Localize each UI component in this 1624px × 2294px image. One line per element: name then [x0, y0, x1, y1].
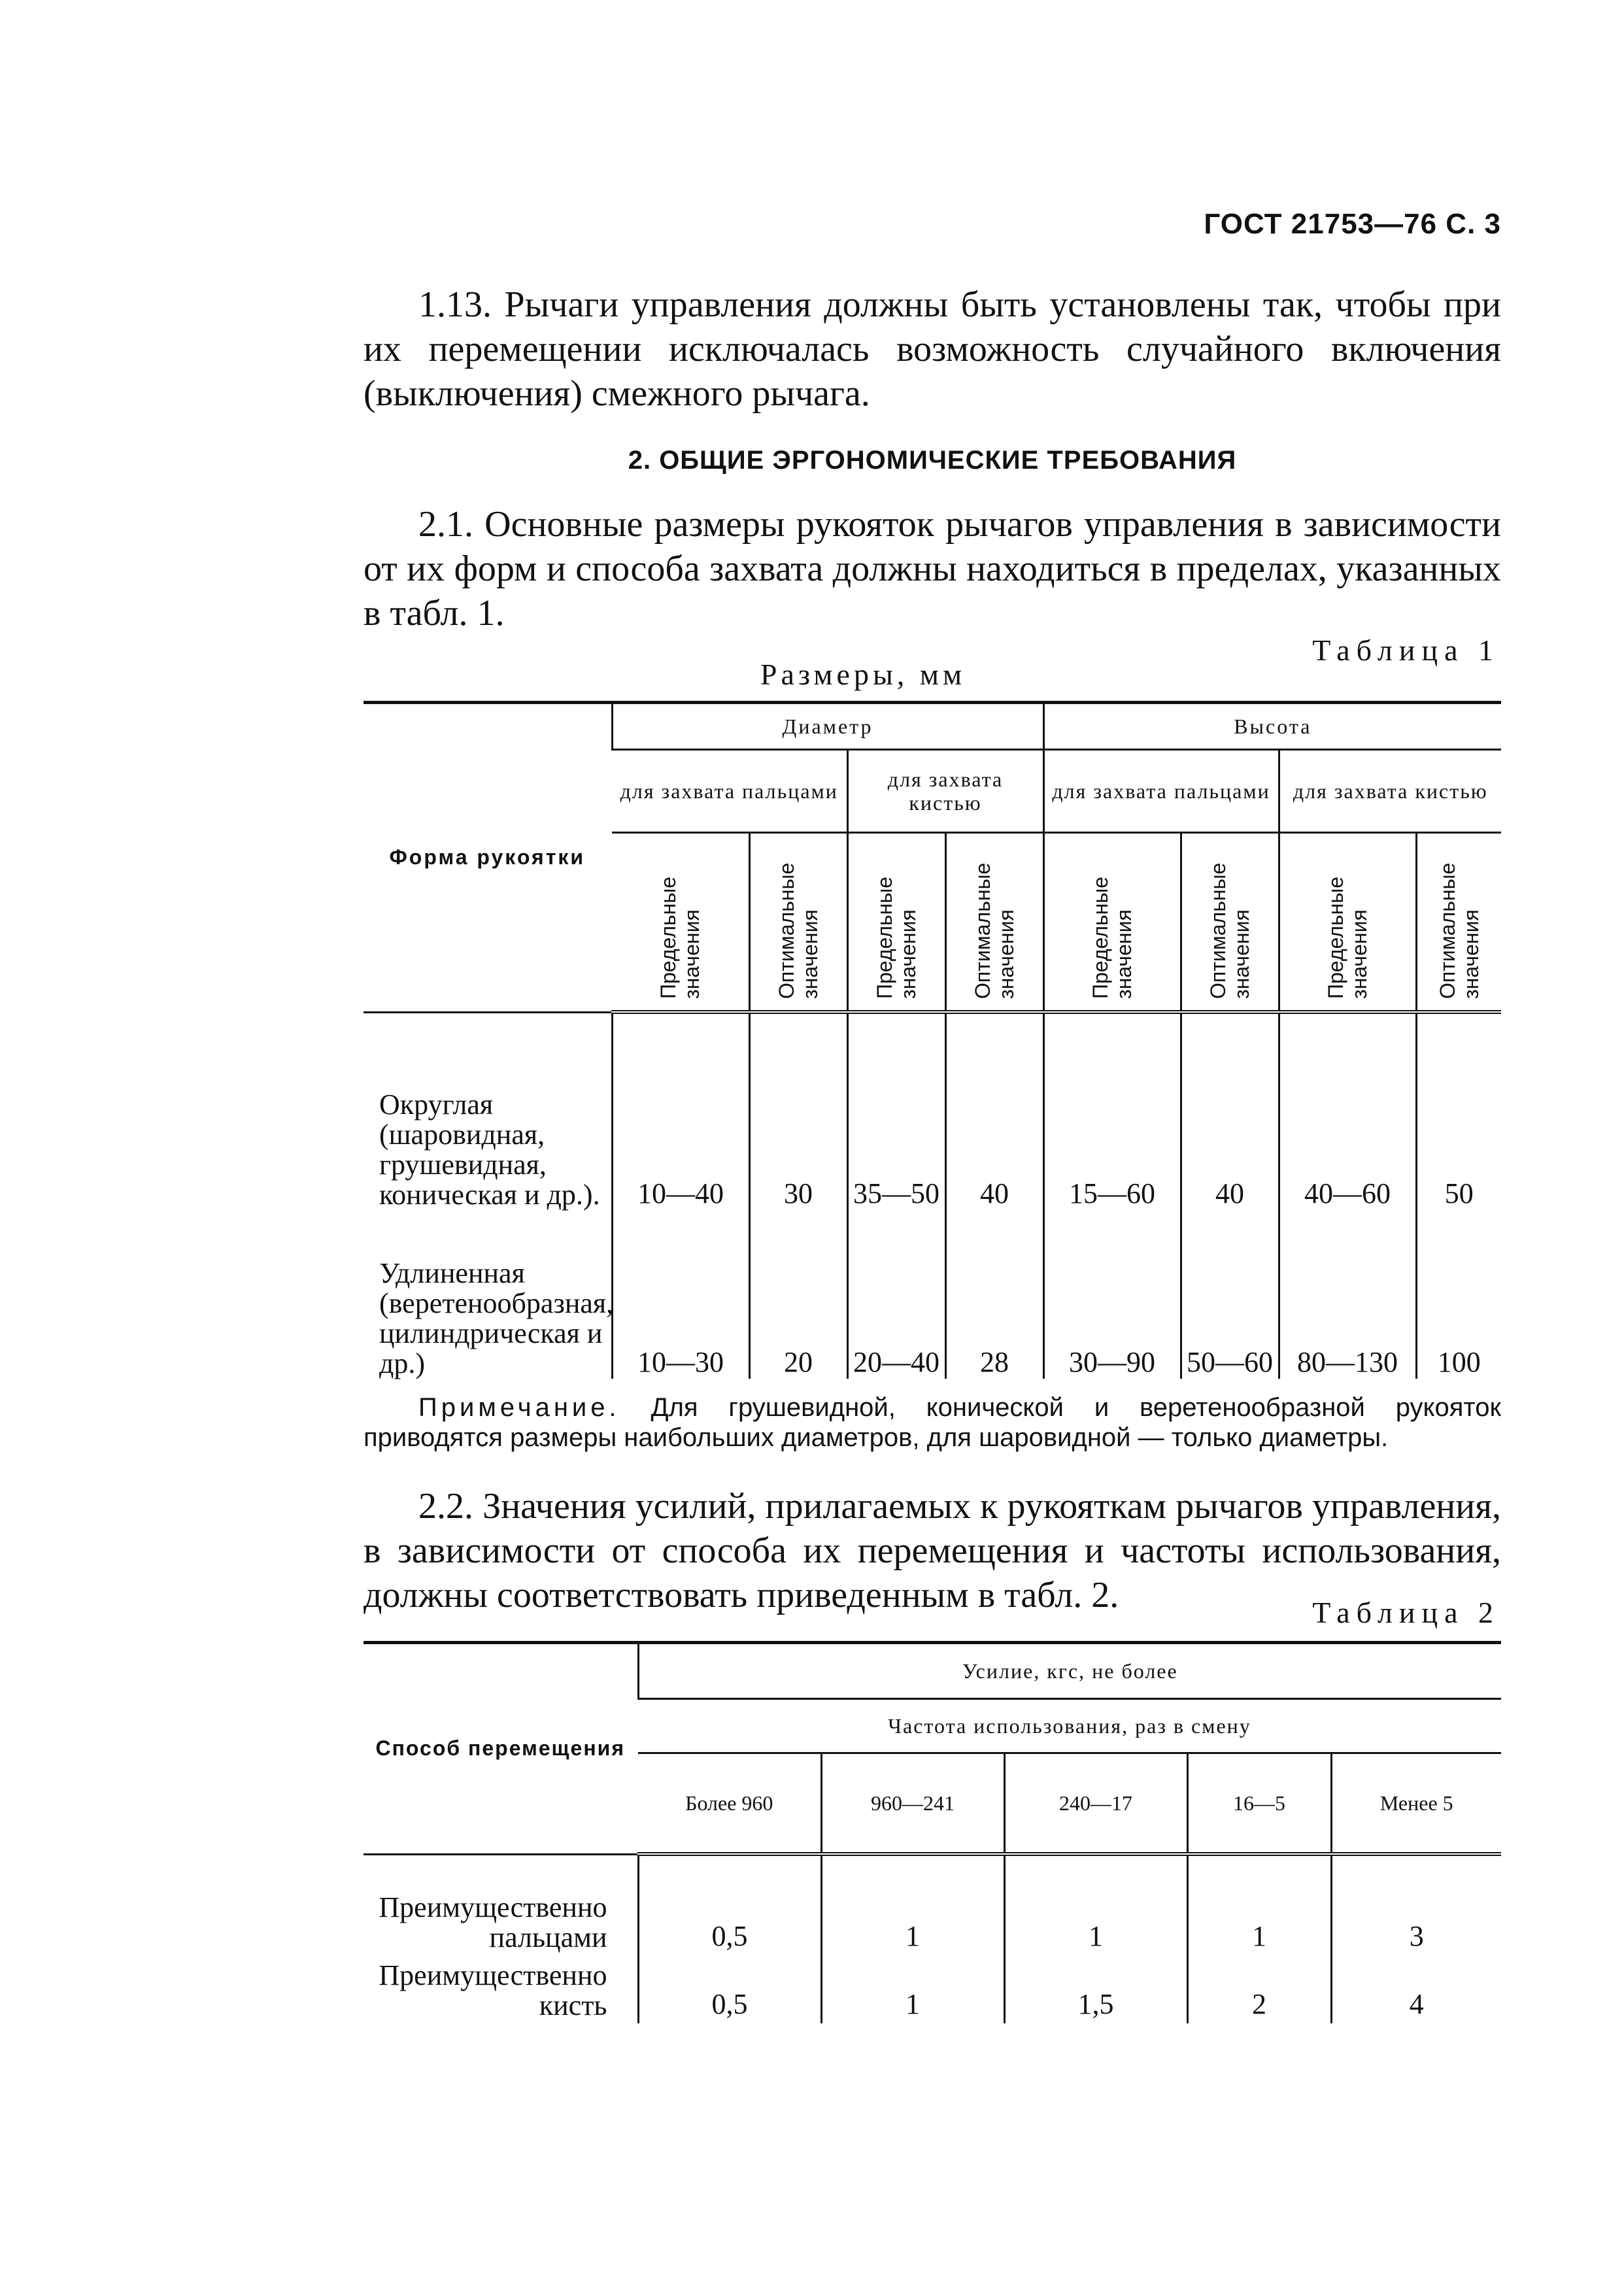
table-1-row-name: Округлая (шаровидная, грушевидная, коническая и др.). [379, 1088, 600, 1211]
table-2-row-name: Преимущественно пальцами [379, 1891, 607, 1953]
table-1-subheader-optimal: Оптимальные значения [1181, 833, 1279, 1013]
table-cell: 20—40 [847, 1215, 945, 1379]
table-2-header-method: Способ перемещения [364, 1643, 638, 1855]
table-2-label: Таблица 2 [1312, 1596, 1500, 1629]
table-2-row-name: Преимущественно кисть [379, 1959, 607, 2021]
table-row [364, 1854, 1501, 1955]
table-2-col-header: Более 960 [638, 1753, 821, 1855]
table-1-subheader-limit: Предельные значения [847, 833, 945, 1013]
table-cell: 1 [1187, 1854, 1331, 1955]
table-2-header-frequency: Частота использования, раз в смену [638, 1699, 1501, 1753]
table-2-col-header: 960—241 [821, 1753, 1004, 1855]
table-cell: 30 [749, 1012, 847, 1215]
table-cell: 80—130 [1279, 1215, 1416, 1379]
table-cell: 50—60 [1181, 1215, 1279, 1379]
table-cell: 2 [1187, 1955, 1331, 2023]
table-cell: 1 [821, 1854, 1004, 1955]
table-cell: 4 [1331, 1955, 1501, 2023]
table-2-col-header: 240—17 [1004, 1753, 1187, 1855]
table-1-header-height: Высота [1043, 703, 1501, 750]
table-1-header-height-hand: для захвата кистью [1279, 750, 1501, 833]
table-1 [364, 701, 1501, 1379]
table-1-header-diam-fingers: для захвата пальцами [612, 750, 847, 833]
table-cell: 40—60 [1279, 1012, 1416, 1215]
table-1-row-name: Удлиненная (веретенообразная, цилиндрическая и др.) [379, 1257, 614, 1379]
table-2-col-header: Менее 5 [1331, 1753, 1501, 1855]
table-cell: 10—40 [612, 1012, 749, 1215]
table-1-header-diameter: Диаметр [612, 703, 1043, 750]
note-label: Примечание. [418, 1393, 620, 1422]
table-2-col-header: 16—5 [1187, 1753, 1331, 1855]
table-1-subheader-optimal: Оптимальные значения [945, 833, 1043, 1013]
section-title: 2. ОБЩИЕ ЭРГОНОМИЧЕСКИЕ ТРЕБОВАНИЯ [628, 446, 1237, 475]
table-1-note [364, 1392, 1501, 1453]
table-cell: 40 [1181, 1012, 1279, 1215]
table-cell: 3 [1331, 1854, 1501, 1955]
table-cell: 35—50 [847, 1012, 945, 1215]
table-1-label: Таблица 1 [1312, 633, 1500, 667]
table-row [364, 1215, 1501, 1379]
table-cell: 100 [1416, 1215, 1501, 1379]
table-cell: 0,5 [638, 1955, 821, 2023]
table-cell: 1 [821, 1955, 1004, 2023]
table-cell: 0,5 [638, 1854, 821, 1955]
table-cell: 28 [945, 1215, 1043, 1379]
table-1-subheader-limit: Предельные значения [1043, 833, 1181, 1013]
table-2-header-force: Усилие, кгс, не более [638, 1643, 1501, 1699]
table-cell: 1,5 [1004, 1955, 1187, 2023]
table-cell: 20 [749, 1215, 847, 1379]
table-cell: 10—30 [612, 1215, 749, 1379]
table-1-header-height-fingers: для захвата пальцами [1043, 750, 1279, 833]
table-row [364, 1955, 1501, 2023]
table-1-header-form: Форма рукоятки [364, 703, 612, 1013]
table-1-units: Размеры, мм [760, 658, 966, 691]
table-1-subheader-limit: Предельные значения [1279, 833, 1416, 1013]
table-cell: 30—90 [1043, 1215, 1181, 1379]
table-cell: 40 [945, 1012, 1043, 1215]
table-cell: 15—60 [1043, 1012, 1181, 1215]
table-1-header-diam-hand: для захвата кистью [847, 750, 1043, 833]
note-text: Для грушевидной, конической и веретенообразной рукояток приводятся размеры наибольших диаметров, для шаровидной — только диаметры. [364, 1393, 1501, 1452]
paragraph-1-13: 1.13. Рычаги управления должны быть установлены так, чтобы при их перемещении исключалась возможность случайного включения (выключения) смежного рычага. [364, 284, 1501, 414]
table-cell: 50 [1416, 1012, 1501, 1215]
table-2 [364, 1641, 1501, 2023]
table-cell: 1 [1004, 1854, 1187, 1955]
table-1-subheader-optimal: Оптимальные значения [1416, 833, 1501, 1013]
table-1-subheader-optimal: Оптимальные значения [749, 833, 847, 1013]
table-1-subheader-limit: Предельные значения [612, 833, 749, 1013]
paragraph-2-1: 2.1. Основные размеры рукояток рычагов управления в зависимости от их форм и способа захвата должны находиться в пределах, указанных в табл. 1. [364, 504, 1501, 633]
page-header-doc-ref: ГОСТ 21753—76 С. 3 [1204, 208, 1501, 240]
paragraph-2-2: 2.2. Значения усилий, прилагаемых к рукояткам рычагов управления, в зависимости от способа их перемещения и частоты использования, должны соответствовать приведенным в табл. 2. [364, 1486, 1501, 1615]
table-row [364, 1012, 1501, 1215]
